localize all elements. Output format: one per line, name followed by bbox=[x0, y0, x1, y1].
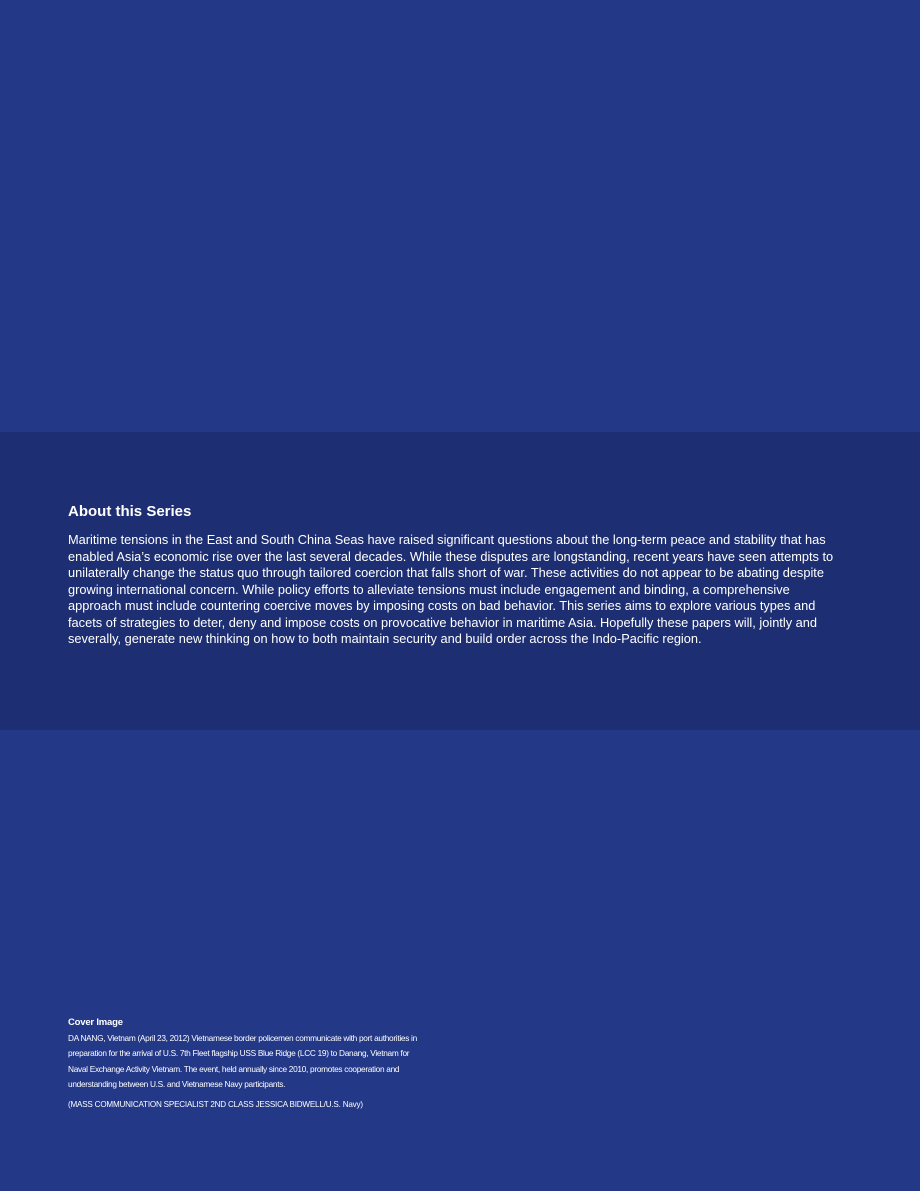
cover-image-title: Cover Image bbox=[68, 1017, 123, 1028]
cover-image-caption: DA NANG, Vietnam (April 23, 2012) Vietnamese border policemen communicate with port authorities in preparation for the arrival of U.S. 7th Fleet flagship USS Blue Ridge (LCC 19) to Danang, Vietnam for Naval Exchange Activity Vietnam. The event, held annually since 2010, promotes cooperation and understanding between U.S. and Vietnamese Navy participants. bbox=[68, 1033, 417, 1090]
cover-image-section bbox=[68, 1016, 428, 1111]
about-series-section bbox=[68, 502, 838, 648]
cover-image-credit: (MASS COMMUNICATION SPECIALIST 2ND CLASS JESSICA BIDWELL/U.S. Navy) bbox=[68, 1099, 363, 1109]
about-series-body: Maritime tensions in the East and South China Seas have raised significant questions about the long-term peace and stability that has enabled Asia’s economic rise over the last several decades. While these disputes are longstanding, recent years have seen attempts to unilaterally change the status quo through tailored coercion that falls short of war. These activities do not appear to be abating despite growing international concern. While policy efforts to alleviate tensions must include engagement and binding, a comprehensive approach must include countering coercive moves by imposing costs on bad behavior. This series aims to explore various types and facets of strategies to deter, deny and impose costs on provocative behavior in maritime Asia. Hopefully these papers will, jointly and severally, generate new thinking on how to both maintain security and build order across the Indo-Pacific region. bbox=[68, 532, 834, 646]
about-series-title: About this Series bbox=[68, 503, 192, 520]
